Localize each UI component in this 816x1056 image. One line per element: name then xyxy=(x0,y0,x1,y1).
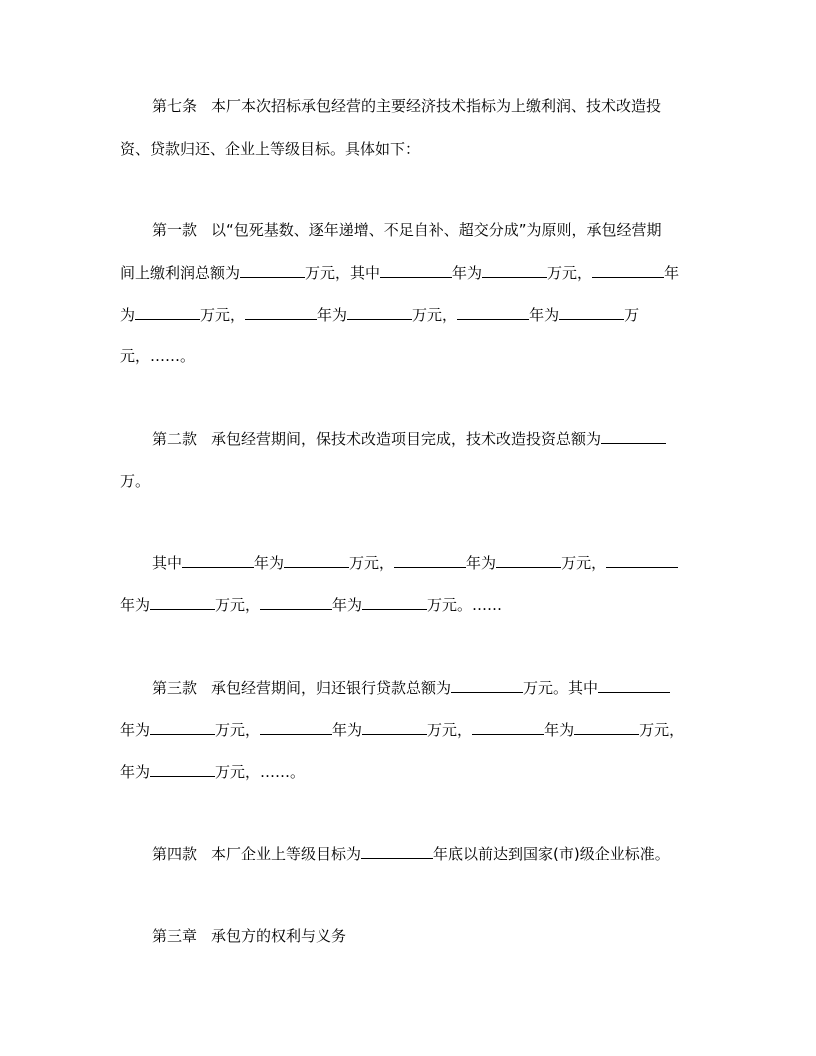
fill-blank[interactable] xyxy=(601,428,666,444)
clause-text: 万元，其中 xyxy=(305,264,381,282)
fill-blank[interactable] xyxy=(245,304,317,320)
fill-blank[interactable] xyxy=(472,719,544,735)
fill-blank[interactable] xyxy=(482,262,547,278)
chapter-number: 第三章 xyxy=(152,927,198,945)
clause-text: 万元， xyxy=(427,721,473,739)
clause-text: 万元， xyxy=(349,554,395,572)
clause2-line4 xyxy=(120,594,502,615)
fill-blank[interactable] xyxy=(182,552,254,568)
fill-blank[interactable] xyxy=(150,719,215,735)
clause-text: 万。 xyxy=(120,472,151,490)
clause-text: 其中 xyxy=(152,554,183,572)
fill-blank[interactable] xyxy=(260,719,332,735)
fill-blank[interactable] xyxy=(592,262,664,278)
clause-text: 年为 xyxy=(332,721,363,739)
clause-text: 年为 xyxy=(529,306,560,324)
clause-number: 第一款 xyxy=(152,221,198,239)
clause1-line2 xyxy=(120,262,679,283)
clause-text: 年底以前达到国家(市)级企业标准。 xyxy=(433,845,670,863)
clause3-line3 xyxy=(120,761,305,782)
clause-text: 年为 xyxy=(120,721,151,739)
clause-text: 万元， xyxy=(547,264,593,282)
clause-text: 为 xyxy=(120,306,136,324)
clause-text: 万元。…… xyxy=(427,596,503,614)
clause-text: 万元，……。 xyxy=(215,763,306,781)
clause-number: 第四款 xyxy=(152,845,198,863)
clause2-line3 xyxy=(152,552,678,573)
clause3-line2 xyxy=(120,719,684,740)
clause-text: 本厂企业上等级目标为 xyxy=(211,845,362,863)
clause4-line1 xyxy=(152,843,670,864)
fill-blank[interactable] xyxy=(260,594,332,610)
chapter-title: 承包方的权利与义务 xyxy=(211,927,347,945)
clause-text: 年为 xyxy=(317,306,348,324)
clause1-line4 xyxy=(120,346,195,366)
article-number: 第七条 xyxy=(152,97,198,115)
clause2-line1 xyxy=(152,428,666,449)
clause-text: 万元， xyxy=(215,721,261,739)
clause-text: 万元， xyxy=(412,306,458,324)
clause-text: 间上缴利润总额为 xyxy=(120,264,241,282)
article-text: 资、贷款归还、企业上等级目标。具体如下： xyxy=(120,140,421,158)
clause-text: 万元， xyxy=(200,306,246,324)
clause-text: 年为 xyxy=(120,596,151,614)
fill-blank[interactable] xyxy=(284,552,349,568)
clause-text: 年为 xyxy=(120,763,151,781)
fill-blank[interactable] xyxy=(457,304,529,320)
fill-blank[interactable] xyxy=(150,594,215,610)
article-text: 本厂本次招标承包经营的主要经济技术指标为上缴利润、技术改造投 xyxy=(211,97,662,115)
clause-text: 万元， xyxy=(561,554,607,572)
clause-text: 万元， xyxy=(639,721,685,739)
clause-number: 第三款 xyxy=(152,679,198,697)
clause-text: 年为 xyxy=(332,596,363,614)
fill-blank[interactable] xyxy=(362,594,427,610)
fill-blank[interactable] xyxy=(347,304,412,320)
clause-text: 万元， xyxy=(215,596,261,614)
fill-blank[interactable] xyxy=(496,552,561,568)
fill-blank[interactable] xyxy=(598,677,670,693)
fill-blank[interactable] xyxy=(606,552,678,568)
clause-text: 年为 xyxy=(254,554,285,572)
fill-blank[interactable] xyxy=(362,719,427,735)
clause-text: 承包经营期间，保技术改造项目完成，技术改造投资总额为 xyxy=(211,430,602,448)
article7-line1 xyxy=(152,96,661,116)
clause-text: 年为 xyxy=(452,264,483,282)
fill-blank[interactable] xyxy=(380,262,452,278)
chapter-heading xyxy=(152,926,346,946)
clause-text: 元，……。 xyxy=(120,347,196,365)
fill-blank[interactable] xyxy=(394,552,466,568)
clause1-line1 xyxy=(152,220,662,240)
clause-text: 承包经营期间，归还银行贷款总额为 xyxy=(211,679,452,697)
fill-blank[interactable] xyxy=(451,677,523,693)
fill-blank[interactable] xyxy=(559,304,624,320)
clause-text: 万元。其中 xyxy=(523,679,599,697)
clause-text: 年为 xyxy=(544,721,575,739)
fill-blank[interactable] xyxy=(135,304,200,320)
fill-blank[interactable] xyxy=(574,719,639,735)
fill-blank[interactable] xyxy=(361,843,433,859)
clause-number: 第二款 xyxy=(152,430,198,448)
fill-blank[interactable] xyxy=(150,761,215,777)
clause-text: 年为 xyxy=(466,554,497,572)
clause3-line1 xyxy=(152,677,670,698)
fill-blank[interactable] xyxy=(240,262,305,278)
article7-line2 xyxy=(120,139,420,159)
clause1-line3 xyxy=(120,304,639,325)
clause-text: 万 xyxy=(624,306,640,324)
clause-text: 年 xyxy=(664,264,680,282)
clause2-line2 xyxy=(120,471,150,491)
clause-text: 以“包死基数、逐年递增、不足自补、超交分成”为原则，承包经营期 xyxy=(211,221,662,239)
